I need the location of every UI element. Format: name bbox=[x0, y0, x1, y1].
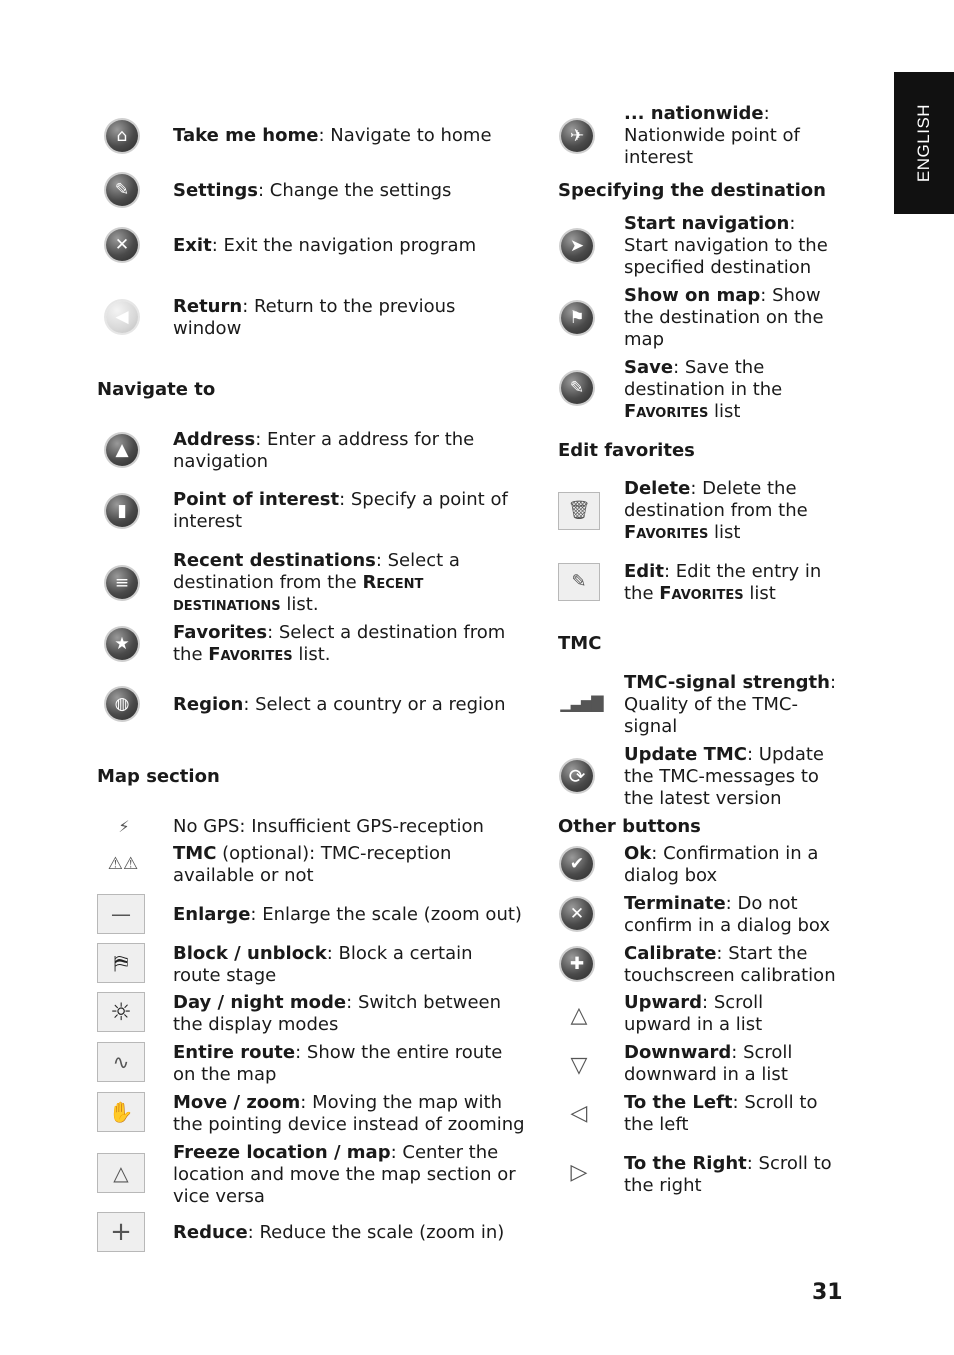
freeze-location-label: Freeze location / map bbox=[173, 1142, 391, 1163]
other-buttons-heading: Other buttons bbox=[558, 816, 701, 837]
upward-label: Upward bbox=[624, 992, 703, 1013]
reduce-icon[interactable]: + bbox=[97, 1212, 145, 1252]
navigate-to-heading: Navigate to bbox=[97, 379, 216, 400]
settings-label: Settings bbox=[173, 180, 258, 201]
upward-icon[interactable]: △ bbox=[570, 1003, 588, 1028]
tmc-reception-icon: ⚠⚠ bbox=[107, 854, 139, 874]
entire-route-label: Entire route bbox=[173, 1042, 296, 1063]
update-tmc-icon[interactable]: ⟳ bbox=[561, 760, 593, 792]
entire-route-icon[interactable]: ∿ bbox=[97, 1042, 145, 1082]
language-tab bbox=[894, 72, 954, 214]
poi-icon[interactable]: ▮ bbox=[106, 495, 138, 527]
terminate-icon[interactable]: ✕ bbox=[561, 898, 593, 930]
move-zoom-icon[interactable]: ✋ bbox=[97, 1092, 145, 1132]
start-navigation-label: Start navigation bbox=[624, 213, 790, 234]
enlarge-icon[interactable]: — bbox=[97, 894, 145, 934]
freeze-location-icon[interactable]: △ bbox=[97, 1153, 145, 1193]
delete-icon[interactable]: 🗑 bbox=[558, 492, 600, 530]
calibrate-icon[interactable]: ✚ bbox=[561, 948, 593, 980]
region-icon[interactable]: ◍ bbox=[106, 688, 138, 720]
edit-label: Edit bbox=[624, 561, 664, 582]
show-on-map-label: Show on map bbox=[624, 285, 761, 306]
update-tmc-label: Update TMC bbox=[624, 744, 748, 765]
delete-label: Delete bbox=[624, 478, 691, 499]
signal-strength-icon: ▁▃▅▇ bbox=[560, 693, 602, 712]
take-me-home-label: Take me home bbox=[173, 125, 319, 146]
specifying-destination-heading: Specifying the destination bbox=[558, 180, 826, 201]
recent-destinations-label: Recent destinations bbox=[173, 550, 376, 571]
right-icon[interactable]: ▷ bbox=[570, 1160, 588, 1185]
exit-label: Exit bbox=[173, 235, 212, 256]
calibrate-label: Calibrate bbox=[624, 943, 717, 964]
start-navigation-icon[interactable]: ➤ bbox=[561, 230, 593, 262]
page-number: 31 bbox=[812, 1280, 843, 1305]
day-night-label: Day / night mode bbox=[173, 992, 347, 1013]
no-gps-label: No GPS: Insufficient GPS-reception bbox=[173, 816, 484, 837]
downward-label: Downward bbox=[624, 1042, 732, 1063]
address-icon[interactable]: ▲ bbox=[106, 434, 138, 466]
tmc-signal-label: TMC-signal strength bbox=[624, 672, 830, 693]
edit-icon[interactable]: ✎ bbox=[558, 563, 600, 601]
return-icon[interactable]: ◀ bbox=[106, 301, 138, 333]
left-icon[interactable]: ◁ bbox=[570, 1101, 588, 1126]
ok-icon[interactable]: ✔ bbox=[561, 848, 593, 880]
ok-label: Ok bbox=[624, 843, 652, 864]
no-gps-icon: ⚡ bbox=[118, 817, 130, 836]
nationwide-label: ... nationwide bbox=[624, 103, 764, 124]
language-tab-label: ENGLISH bbox=[914, 103, 933, 183]
to-the-right-label: To the Right bbox=[624, 1153, 747, 1174]
region-label: Region bbox=[173, 694, 244, 715]
edit-favorites-heading: Edit favorites bbox=[558, 440, 695, 461]
return-label: Return bbox=[173, 296, 243, 317]
block-icon[interactable]: ⛿ bbox=[97, 943, 145, 983]
settings-icon[interactable]: ✎ bbox=[106, 174, 138, 206]
enlarge-label: Enlarge bbox=[173, 904, 251, 925]
map-section-heading: Map section bbox=[97, 766, 220, 787]
save-icon[interactable]: ✎ bbox=[561, 372, 593, 404]
poi-label: Point of interest bbox=[173, 489, 340, 510]
show-on-map-icon[interactable]: ⚑ bbox=[561, 302, 593, 334]
terminate-label: Terminate bbox=[624, 893, 726, 914]
address-label: Address bbox=[173, 429, 256, 450]
exit-icon[interactable]: ✕ bbox=[106, 229, 138, 261]
day-night-icon[interactable]: ☼ bbox=[97, 992, 145, 1032]
favorites-label: Favorites bbox=[173, 622, 268, 643]
save-label: Save bbox=[624, 357, 674, 378]
move-zoom-label: Move / zoom bbox=[173, 1092, 301, 1113]
downward-icon[interactable]: ▽ bbox=[570, 1053, 588, 1078]
tmc-heading: TMC bbox=[558, 633, 602, 654]
recent-destinations-icon[interactable]: ≡ bbox=[106, 567, 138, 599]
block-label: Block / unblock bbox=[173, 943, 327, 964]
reduce-label: Reduce bbox=[173, 1222, 248, 1243]
favorites-icon[interactable]: ★ bbox=[106, 628, 138, 660]
home-icon[interactable]: ⌂ bbox=[106, 120, 138, 152]
nationwide-icon[interactable]: ✈ bbox=[561, 120, 593, 152]
to-the-left-label: To the Left bbox=[624, 1092, 733, 1113]
tmc-label: TMC bbox=[173, 843, 217, 864]
